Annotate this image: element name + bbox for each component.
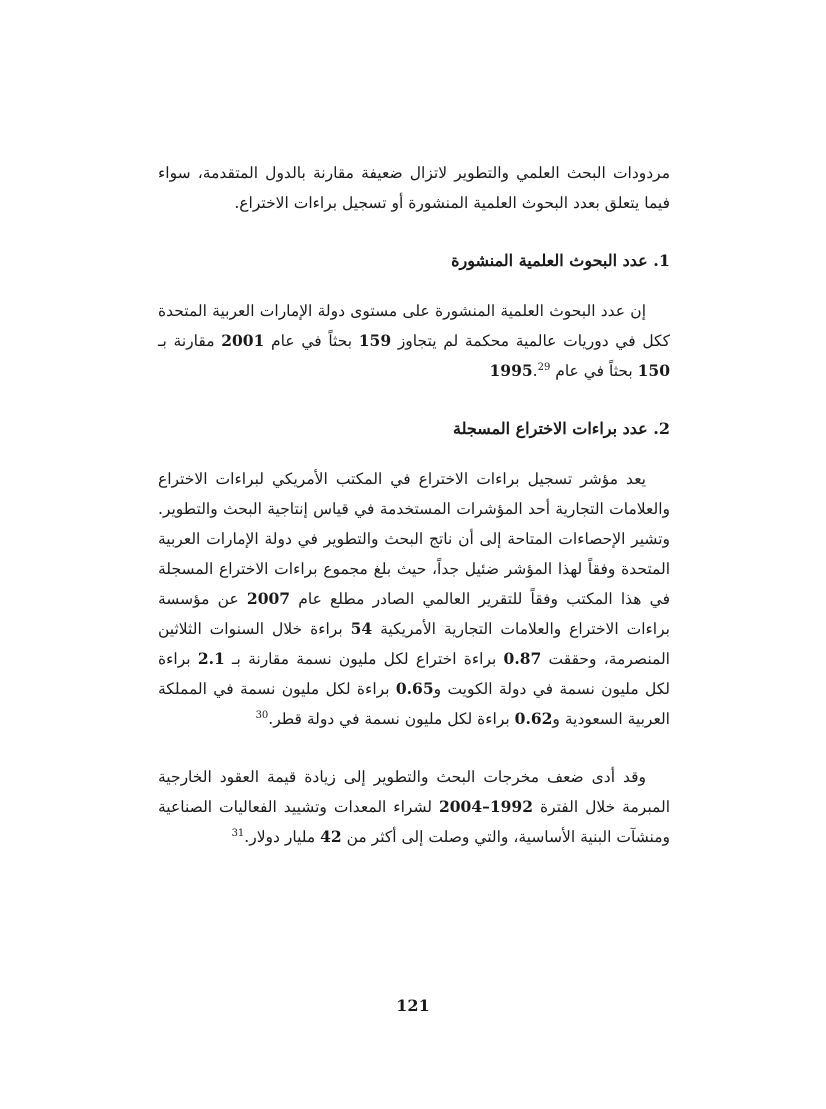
text-run: براءة خلال السنوات الثلاثين المنصرمة، وحققت [158, 620, 670, 668]
section-1-title: عدد البحوث العلمية المنشورة [451, 251, 648, 270]
text-run: لشراء المعدات وتشييد الفعاليات الصناعية ومنشآت البنية الأساسية، والتي وصلت إلى أكثر من [158, 798, 670, 846]
text-run: إن عدد البحوث العلمية المنشورة على مستوى دولة الإمارات العربية المتحدة ككل في دوريات عالمية محكمة لم يتجاوز [158, 302, 670, 350]
number: 1995 [489, 361, 533, 380]
spacer [158, 734, 670, 762]
number: 0.65 [395, 679, 434, 698]
number: 2.1 [197, 649, 225, 668]
number: 2001 [221, 331, 265, 350]
number: 54 [350, 619, 373, 638]
text-run: براءة اختراع لكل مليون نسمة مقارنة بـ [224, 650, 504, 668]
spacer [158, 218, 670, 246]
section-2-paragraph [158, 464, 670, 734]
spacer [158, 386, 670, 414]
number: 0.62 [514, 709, 553, 728]
intro-paragraph: مردودات البحث العلمي والتطوير لاتزال ضعيفة مقارنة بالدول المتقدمة، سواء فيما يتعلق بعدد البحوث العلمية المنشورة أو تسجيل براءات الاختراع. [158, 164, 670, 212]
text-run: بحثاً في عام [264, 332, 359, 350]
number: 0.87 [503, 649, 542, 668]
text-run: مليار دولار. [244, 828, 321, 846]
text-run: . [532, 362, 538, 380]
closing-paragraph [158, 762, 670, 852]
footnote-ref: 31 [231, 827, 245, 839]
number: 159 [358, 331, 392, 350]
text-run: عن مؤسسة براءات الاختراع والعلامات التجارية الأمريكية [158, 590, 670, 638]
section-2-number: 2. [653, 419, 670, 438]
text-run: وقد أدى ضعف مخرجات البحث والتطوير إلى زيادة قيمة العقود الخارجية المبرمة خلال الفترة [158, 768, 670, 816]
page-number: 121 [396, 996, 430, 1015]
text-run: مقارنة بـ [158, 332, 222, 350]
text-run: يعد مؤشر تسجيل براءات الاختراع في المكتب الأمريكي لبراءات الاختراع والعلامات التجارية أحد المؤشرات المستخدمة في قياس إنتاجية البحث والتطوير. وتشير الإحصاءات المتاحة إلى أن ناتج البحث والتطوير في دولة الإمارات العربية المتحدة وفقاً لهذا المؤشر ضئيل جداً، حيث بلغ مجموع براءات الاختراع المسجلة في هذا المكتب وفقاً للتقرير العالمي الصادر مطلع عام [158, 470, 671, 608]
number: 2007 [246, 589, 291, 608]
number: 150 [637, 361, 670, 380]
text-run: براءة لكل مليون نسمة في دولة الكويت و [158, 650, 670, 698]
text-run: براءة لكل مليون نسمة في المملكة العربية السعودية و [158, 680, 670, 728]
section-1-heading [158, 246, 670, 276]
number: 1992–2004 [438, 797, 533, 816]
text-run: براءة لكل مليون نسمة في دولة قطر. [268, 710, 515, 728]
section-1-paragraph [158, 296, 670, 386]
spacer [158, 276, 670, 296]
number: 42 [320, 827, 342, 846]
footnote-ref: 29 [537, 361, 551, 373]
section-2-title: عدد براءات الاختراع المسجلة [453, 419, 648, 438]
section-1-number: 1. [653, 251, 670, 270]
text-run: بحثاً في عام [550, 362, 638, 380]
spacer [158, 444, 670, 464]
footnote-ref: 30 [255, 709, 269, 721]
page-body [158, 158, 670, 852]
section-2-heading [158, 414, 670, 444]
